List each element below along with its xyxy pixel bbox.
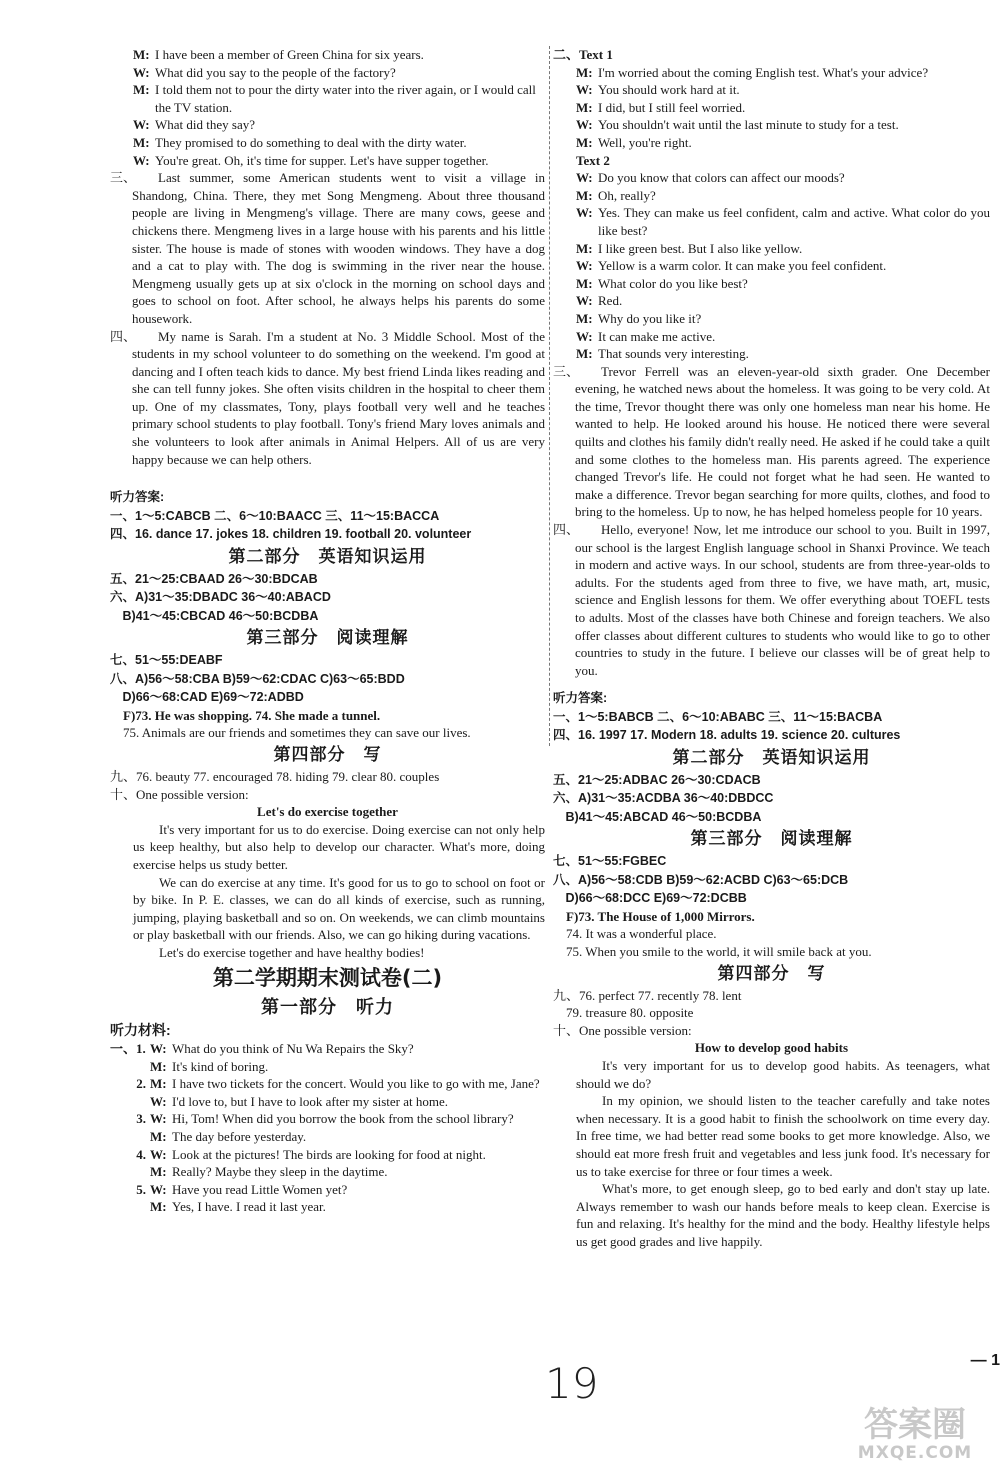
- dialog-line: [553, 275, 990, 293]
- dialog-text: You should work hard at it.: [598, 82, 740, 98]
- speaker: W:: [576, 258, 593, 274]
- speaker: W:: [133, 117, 150, 133]
- material-line: [110, 1198, 545, 1216]
- section-heading: 第三部分 阅读理解: [246, 628, 409, 649]
- essay-paragraph: What's more, to get enough sleep, go to bed early and don't stay up late. Always remember to wash our hands before meals to keep clean. Exercise is fun and relaxing. It's healthy for the mind and the body. Healthy lifestyle helps us get good grades and live happily.: [576, 1181, 990, 1249]
- answer-line: 79. treasure 80. opposite: [553, 1005, 694, 1021]
- dialog-text: I'm worried about the coming English test. What's your advice?: [598, 64, 929, 80]
- speaker: W:: [576, 170, 593, 186]
- dialog-line: [110, 81, 545, 116]
- item-number: 4.: [136, 1146, 146, 1162]
- section-label: 二、Text 1: [553, 47, 613, 62]
- section-label: 三、: [553, 363, 580, 379]
- dialog-text: Hi, Tom! When did you borrow the book from the school library?: [172, 1111, 514, 1127]
- materials-heading: 听力材料:: [110, 1022, 171, 1039]
- dialog-line: [553, 310, 990, 328]
- material-line: [110, 1040, 545, 1058]
- dialog-text: The day before yesterday.: [172, 1128, 307, 1144]
- essay-intro: 十、One possible version:: [110, 786, 249, 802]
- dialog-text: I have been a member of Green China for six years.: [155, 47, 424, 62]
- material-line: [110, 1110, 545, 1128]
- answer-line: 八、A)56～58:CBA B)59～62:CDAC C)63～65:BDD: [110, 671, 405, 686]
- passage-three: [110, 169, 545, 327]
- page-number: — 1: [970, 1352, 1000, 1369]
- dialog-text: Yes. They can make us feel confident, calm and active. What color do you like best?: [598, 205, 990, 238]
- dialog-line: [553, 116, 990, 134]
- answer-line: 五、21～25:CBAAD 26～30:BDCAB: [110, 571, 318, 586]
- item-number: 一、1.: [110, 1040, 146, 1056]
- dialog-line: [553, 134, 990, 152]
- speaker: W:: [133, 152, 150, 168]
- dialog-text: Do you know that colors can affect our moods?: [598, 170, 845, 186]
- dialog-text: Yellow is a warm color. It can make you feel confident.: [598, 258, 887, 274]
- dialog-text: You're great. Oh, it's time for supper. Let's have supper together.: [155, 152, 489, 168]
- dialog-line: [110, 116, 545, 134]
- essay-intro: 十、One possible version:: [553, 1022, 692, 1038]
- answer-line: B)41～45:CBCAD 46～50:BCDBA: [110, 608, 319, 623]
- answer-line: F)73. He was shopping. 74. She made a tunnel.: [110, 707, 381, 723]
- dialog-text: I have two tickets for the concert. Would you like to go with me, Jane?: [172, 1076, 540, 1092]
- item-number: [110, 1093, 150, 1111]
- speaker: M:: [150, 1058, 167, 1074]
- section-heading: 第四部分 写: [273, 744, 382, 765]
- answer-line: B)41～45:ABCAD 46～50:BCDBA: [553, 809, 762, 824]
- section-heading: 第二部分 英语知识运用: [228, 546, 427, 567]
- dialog-line: [553, 169, 990, 187]
- speaker: M:: [576, 134, 593, 150]
- essay-paragraph: Let's do exercise together and have healthy bodies!: [159, 944, 425, 960]
- answer-line: 六、A)31～35:ACDBA 36～40:DBDCC: [553, 791, 774, 806]
- speaker: W:: [150, 1040, 167, 1056]
- dialog-line: [553, 187, 990, 205]
- answer-line: 74. It was a wonderful place.: [553, 926, 717, 942]
- dialog-text: They promised to do something to deal with the dirty water.: [155, 134, 467, 150]
- dialog-line: [553, 240, 990, 258]
- speaker: W:: [150, 1111, 167, 1127]
- answer-line: 五、21～25:ADBAC 26～30:CDACB: [553, 772, 761, 787]
- answer-line: 八、A)56～58:CDB B)59～62:ACBD C)63～65:DCB: [553, 872, 849, 887]
- text1-dialog: [553, 64, 990, 152]
- speaker: M:: [576, 64, 593, 80]
- material-line: [110, 1128, 545, 1146]
- dialog-line: [553, 292, 990, 310]
- answer-line: 一、1～5:CABCB 二、6～10:BAACC 三、11～15:BACCA: [110, 508, 440, 523]
- dialog-text: Red.: [598, 293, 623, 309]
- section-heading: 第三部分 阅读理解: [690, 829, 853, 850]
- answer-line: 七、51～55:FGBEC: [553, 854, 667, 869]
- essay-paragraph: In my opinion, we should listen to the teacher carefully and take notes when necessary. It is a good habit to finish the schoolwork on time every day. In free time, we had better read some books to get more knowledge. Also, we should eat more fresh fruit and vegetables and less junk food. It's necessary for us to take exercise for three or four times a week.: [576, 1093, 990, 1179]
- watermark-url: MXQE.COM: [857, 1443, 973, 1463]
- speaker: M:: [150, 1164, 167, 1180]
- speaker: M:: [576, 275, 593, 291]
- speaker: M:: [150, 1128, 167, 1144]
- exam-title: 第二学期期末测试卷(二): [212, 966, 443, 991]
- dialog-line: [553, 345, 990, 363]
- passage-text: Last summer, some American students went to visit a village in Shandong, China. There, they met Song Mengmeng. About three thousand people are living in Mengmeng's village. There are many cows, geese and chickens there. Mengmeng lives in a large house with his parents and his little sister. The house is made of stones with wooden windows. They have a dog and a cat to play with. The dog is swimming in the river near the house. Mengmeng usually gets up at six o'clock in the morning on school days and goes to school on foot. After school, he always helps his parents do some housework.: [132, 170, 545, 326]
- speaker: W:: [133, 64, 150, 80]
- section-label: Text 2: [576, 152, 610, 168]
- dialog-line: [553, 64, 990, 82]
- answer-line: 九、76. perfect 77. recently 78. lent: [553, 987, 742, 1003]
- dialog-text: Look at the pictures! The birds are looking for food at night.: [172, 1146, 486, 1162]
- speaker: W:: [576, 82, 593, 98]
- answer-line: 四、16. 1997 17. Modern 18. adults 19. science 20. cultures: [553, 728, 901, 743]
- handwritten-page-number: 19: [545, 1359, 599, 1408]
- speaker: M:: [133, 82, 150, 98]
- essay-body: [553, 1057, 990, 1251]
- dialog-text: What did you say to the people of the factory?: [155, 64, 396, 80]
- dialog-text: Oh, really?: [598, 187, 656, 203]
- dialog-text: Why do you like it?: [598, 310, 702, 326]
- material-line: [110, 1058, 545, 1076]
- answer-line: 75. When you smile to the world, it will smile back at you.: [553, 944, 872, 960]
- answers-heading: 听力答案:: [110, 490, 165, 505]
- passage-three: [553, 363, 990, 521]
- speaker: M:: [576, 346, 593, 362]
- essay-paragraph: It's very important for us to develop good habits. As teenagers, what should we do?: [576, 1058, 990, 1091]
- speaker: M:: [576, 187, 593, 203]
- dialog-text: Really? Maybe they sleep in the daytime.: [172, 1164, 388, 1180]
- answer-line: D)66～68:DCC E)69～72:DCBB: [553, 891, 747, 906]
- answer-line: 75. Animals are our friends and sometimes they can save our lives.: [110, 725, 471, 741]
- item-number: [110, 1058, 150, 1076]
- dialog-text: What color do you like best?: [598, 275, 748, 291]
- speaker: M:: [576, 310, 593, 326]
- section-label: 四、: [553, 522, 580, 538]
- column-divider: [549, 46, 550, 746]
- dialog-text: I'd love to, but I have to look after my sister at home.: [172, 1093, 448, 1109]
- essay-paragraph: It's very important for us to do exercise. Doing exercise can not only help us keep healthy, but also help to develop our character. What's more, doing exercise helps us study better.: [133, 821, 545, 872]
- passage-four: [110, 328, 545, 469]
- answer-line: 一、1～5:BABCB 二、6～10:ABABC 三、11～15:BACBA: [553, 709, 883, 724]
- passage-four: [553, 521, 990, 679]
- material-line: [110, 1075, 545, 1093]
- speaker: W:: [150, 1181, 167, 1197]
- passage-text: Hello, everyone! Now, let me introduce our school to you. Built in 1997, our school is the largest English language school in Shanxi Province. We teach in modern and active ways. In our school, students are from three-year-olds to adults. For the students aged from three to five, we have math, art, music, science and English lessons for them. We offer everything about TOEFL tests to adults. Most of the classes have both Chinese and foreign teachers. We also offer classes about different cultures to students who would like to go to other countries to study in the future. I believe our classes will be of great help to you.: [575, 522, 990, 678]
- essay-body: [110, 821, 545, 962]
- speaker: W:: [150, 1093, 167, 1109]
- dialog-line: [110, 64, 545, 82]
- speaker: M:: [150, 1076, 167, 1092]
- passage-text: Trevor Ferrell was an eleven-year-old sixth grader. One December evening, he watched news about the homeless. It was going to be very cold. At the time, Trevor thought there was only one homeless man near his home. He wanted to help. He looked around his house. He noticed there were several quilts and clothes his family didn't really need. He asked if he could take a quilt and some clothes to the homeless man. His parents agreed. The experience changed Trevor's life. He could not forget what he had seen. He wanted to make a difference. Trevor began searching for more quilts, clothes, and food to bring to the homeless. Up to now, he has helped homeless people for 10 years.: [575, 363, 990, 520]
- item-number: 2.: [136, 1076, 146, 1092]
- speaker: W:: [150, 1146, 167, 1162]
- section-heading: 第一部分 听力: [261, 997, 394, 1019]
- dialog-text: Yes, I have. I read it last year.: [172, 1199, 326, 1215]
- dialog-text: I like green best. But I also like yellow.: [598, 240, 803, 256]
- speaker: W:: [576, 205, 593, 221]
- section-label: 四、: [110, 328, 137, 344]
- answers-heading: 听力答案:: [553, 691, 608, 706]
- dialog-text: That sounds very interesting.: [598, 346, 749, 362]
- material-line: [110, 1181, 545, 1199]
- item-number: [110, 1198, 150, 1216]
- dialog-line: [553, 257, 990, 275]
- speaker: M:: [133, 47, 150, 62]
- speaker: W:: [576, 293, 593, 309]
- passage-text: My name is Sarah. I'm a student at No. 3 Middle School. Most of the students in my school volunteer to do something on the weekend. I'm good at dancing and I often teach kids to dance. My best friend Linda likes reading and she can tell funny jokes. She often visits children in the hospital to cheer them up. One of my classmates, Tony, plays football very well and he teaches primary school students to play football. Tony's friend Mary loves animals and she volunteers to look after animals in Animal Helpers. All of us are very happy because we can help others.: [132, 328, 545, 467]
- section-label: 三、: [110, 170, 137, 186]
- dialog-line: [553, 81, 990, 99]
- speaker: W:: [576, 328, 593, 344]
- dialog-text: It can make me active.: [598, 328, 716, 344]
- text2-dialog: [553, 169, 990, 363]
- dialog-line: [553, 204, 990, 239]
- answer-line: F)73. The House of 1,000 Mirrors.: [553, 908, 755, 924]
- speaker: M:: [150, 1199, 167, 1215]
- dialog-line: [110, 46, 545, 64]
- dialog-text: You shouldn't wait until the last minute to study for a test.: [598, 117, 899, 133]
- watermark-text: 答案圈: [864, 1405, 966, 1445]
- speaker: W:: [576, 117, 593, 133]
- item-number: 3.: [136, 1111, 146, 1127]
- essay-title: Let's do exercise together: [257, 804, 398, 820]
- dialog-text: I did, but I still feel worried.: [598, 99, 746, 115]
- dialog-text: Well, you're right.: [598, 134, 692, 150]
- dialog-text: What did they say?: [155, 117, 255, 133]
- material-line: [110, 1163, 545, 1181]
- section-heading: 第二部分 英语知识运用: [672, 747, 871, 768]
- answer-line: 六、A)31～35:DBADC 36～40:ABACD: [110, 590, 331, 605]
- dialog-line: [553, 99, 990, 117]
- listening-materials: [110, 1040, 545, 1216]
- speaker: M:: [576, 240, 593, 256]
- dialog-text: I told them not to pour the dirty water into the river again, or I would call the TV station.: [155, 82, 536, 115]
- speaker: M:: [133, 134, 150, 150]
- answer-line: 七、51～55:DEABF: [110, 653, 223, 668]
- dialog-line: [110, 152, 545, 170]
- material-line: [110, 1146, 545, 1164]
- section-heading: 第四部分 写: [717, 963, 826, 984]
- left-column: [110, 46, 545, 1216]
- essay-paragraph: We can do exercise at any time. It's good for us to go to school on foot or by bike. In P. E. classes, we can do all kinds of exercise, such as running, jumping, playing basketball and so on. On weekends, we can climb mountains or play basketball with our friends. Also, we can go hiking during vacations.: [133, 874, 545, 943]
- dialog-line: [110, 134, 545, 152]
- item-number: [110, 1163, 150, 1181]
- speaker: M:: [576, 99, 593, 115]
- dialog-top: [110, 46, 545, 169]
- right-column: [553, 46, 990, 1251]
- answer-line: D)66～68:CAD E)69～72:ADBD: [110, 690, 304, 705]
- dialog-text: What do you think of Nu Wa Repairs the Sky?: [172, 1040, 414, 1056]
- item-number: [110, 1128, 150, 1146]
- watermark-logo: [840, 1405, 990, 1467]
- item-number: 5.: [136, 1181, 146, 1197]
- material-line: [110, 1093, 545, 1111]
- essay-title: How to develop good habits: [694, 1040, 849, 1056]
- dialog-line: [553, 328, 990, 346]
- answer-line: 四、16. dance 17. jokes 18. children 19. football 20. volunteer: [110, 527, 472, 542]
- answer-line: 九、76. beauty 77. encouraged 78. hiding 79. clear 80. couples: [110, 768, 440, 784]
- dialog-text: Have you read Little Women yet?: [172, 1181, 348, 1197]
- dialog-text: It's kind of boring.: [172, 1058, 269, 1074]
